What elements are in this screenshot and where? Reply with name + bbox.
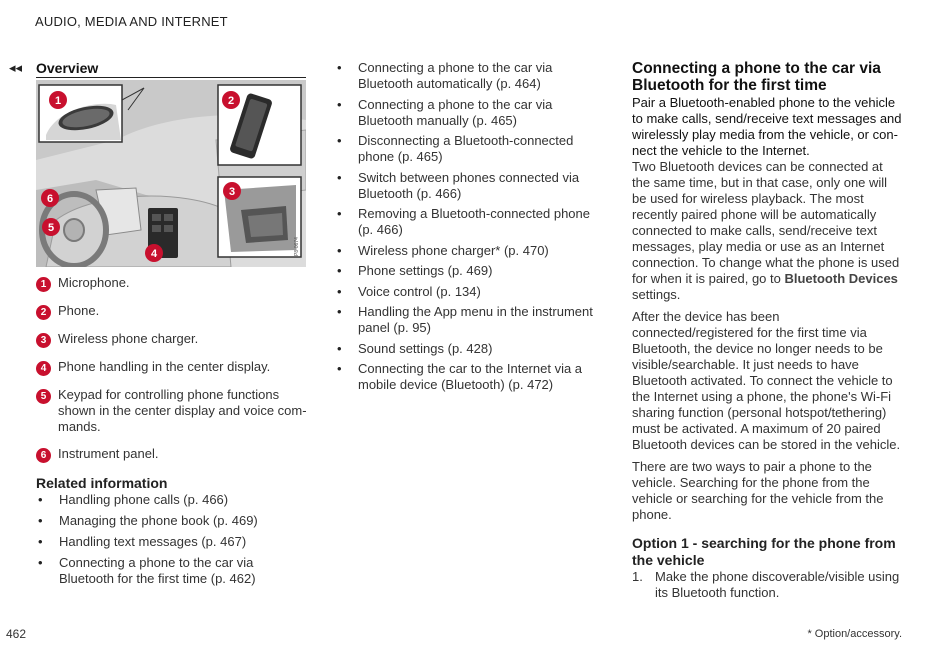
related-link-disconnect[interactable]: • Disconnecting a Bluetooth-connected phone (p. 465) xyxy=(335,133,605,165)
svg-text:4: 4 xyxy=(150,248,158,260)
related-link-connect-first-time[interactable]: • Connecting a phone to the car via Bluetooth for the first time (p. 462) xyxy=(36,555,308,587)
double-chevron-left-icon[interactable]: ◂◂ xyxy=(9,60,23,75)
figure-marker-1 xyxy=(49,91,67,109)
svg-text:5: 5 xyxy=(47,222,55,234)
related-link-sound-settings[interactable]: • Sound settings (p. 428) xyxy=(335,341,605,357)
legend-marker: 3 xyxy=(36,333,51,348)
article-lead: Pair a Bluetooth-enabled phone to the vehicle to make calls, send/receive text messages and wirelessly play media from the vehicle, or connect the vehicle to the Internet. xyxy=(632,95,902,158)
overview-figure xyxy=(36,80,306,267)
legend-text: Keypad for controlling phone functions shown in the center display and voice commands. xyxy=(58,387,307,434)
related-link-connect-manually[interactable]: • Connecting a phone to the car via Bluetooth manually (p. 465) xyxy=(335,97,605,129)
option1-heading: Option 1 - searching for the phone from the vehicle xyxy=(632,535,896,568)
legend-item xyxy=(36,331,308,348)
legend-item xyxy=(36,446,308,463)
svg-text:3: 3 xyxy=(228,186,236,198)
legend-item xyxy=(36,275,308,292)
article-column xyxy=(632,60,904,601)
page-number: 462 xyxy=(6,627,27,641)
step-text: Make the phone discoverable/visible using its Bluetooth function. xyxy=(655,569,900,600)
legend-marker: 6 xyxy=(36,448,51,463)
related-link-switch-phones[interactable]: • Switch between phones connected via Bluetooth (p. 466) xyxy=(335,170,605,202)
related-link-wireless-charger[interactable]: • Wireless phone charger* (p. 470) xyxy=(335,243,605,259)
legend-item xyxy=(36,303,308,320)
svg-text:1: 1 xyxy=(54,95,62,107)
related-link-phone-settings[interactable]: • Phone settings (p. 469) xyxy=(335,263,605,279)
related-info-list xyxy=(36,492,308,587)
option1-steps xyxy=(632,569,904,601)
related-info-continued xyxy=(335,60,605,398)
legend-marker: 2 xyxy=(36,305,51,320)
bluetooth-devices-setting-name: Bluetooth Devices xyxy=(784,271,898,286)
article-paragraph-1: Two Bluetooth devices can be connected at the same time, but in that case, only one will be used for wireless playback. The most recently paired phone will be automatically connected to make calls, send/receive text messages, play media or use as an Internet connection. To change what the phone is used for when it is paired, go to Bluetooth Devices settings. xyxy=(632,159,900,302)
legend-marker: 5 xyxy=(36,389,51,404)
figure-code: P8-0674 xyxy=(294,237,300,256)
related-link-phone-book[interactable]: • Managing the phone book (p. 469) xyxy=(36,513,308,529)
legend-item xyxy=(36,359,308,376)
article-paragraph-2: After the device has been connected/registered for the first time via Bluetooth, the device no longer needs to be visible/searchable. It just needs to have Bluetooth activated. To connect the vehicle to the Internet using a phone, the phone's Wi-Fi sharing function (personal hotspot/tethering) must be activated. A maximum of 20 paired Bluetooth devices can be stored in the vehicle. xyxy=(632,309,901,452)
overview-divider xyxy=(36,77,306,78)
related-link-connect-automatically[interactable]: • Connecting a phone to the car via Bluetooth automatically (p. 464) xyxy=(335,60,605,92)
legend-marker: 4 xyxy=(36,361,51,376)
related-link-handling-calls[interactable]: • Handling phone calls (p. 466) xyxy=(36,492,308,508)
step-number: 1. xyxy=(632,569,643,584)
related-info-list-continued xyxy=(335,60,605,393)
figure-marker-3 xyxy=(223,182,241,200)
related-link-remove-phone[interactable]: • Removing a Bluetooth-connected phone (p. 466) xyxy=(335,206,605,238)
related-link-internet-via-bluetooth[interactable]: • Connecting the car to the Internet via a mobile device (Bluetooth) (p. 472) xyxy=(335,361,605,393)
figure-marker-4 xyxy=(145,244,163,262)
related-link-voice-control[interactable]: • Voice control (p. 134) xyxy=(335,284,605,300)
svg-text:2: 2 xyxy=(227,95,235,107)
figure-marker-2 xyxy=(222,91,240,109)
legend-text: Phone handling in the center display. xyxy=(58,359,271,374)
legend-marker: 1 xyxy=(36,277,51,292)
article-paragraph-3: There are two ways to pair a phone to the vehicle. Searching for the phone from the vehicle or searching for the vehicle from the phone. xyxy=(632,459,884,522)
legend-column xyxy=(36,275,308,592)
figure-marker-5 xyxy=(42,218,60,236)
section-header: AUDIO, MEDIA AND INTERNET xyxy=(35,14,228,29)
legend-text: Microphone. xyxy=(58,275,130,290)
legend-text: Phone. xyxy=(58,303,100,318)
article-title: Connecting a phone to the car via Bluetooth for the first time xyxy=(632,60,881,94)
figure-marker-6 xyxy=(41,189,59,207)
footnote: * Option/accessory. xyxy=(807,628,902,640)
related-info-title: Related information xyxy=(36,475,168,491)
legend-text: Wireless phone charger. xyxy=(58,331,199,346)
step-item xyxy=(632,569,904,601)
overview-title: Overview xyxy=(36,60,99,76)
legend-text: Instrument panel. xyxy=(58,446,159,461)
related-link-text-messages[interactable]: • Handling text messages (p. 467) xyxy=(36,534,308,550)
svg-text:6: 6 xyxy=(46,193,54,205)
related-link-app-menu[interactable]: • Handling the App menu in the instrument panel (p. 95) xyxy=(335,304,605,336)
legend-item xyxy=(36,387,308,435)
